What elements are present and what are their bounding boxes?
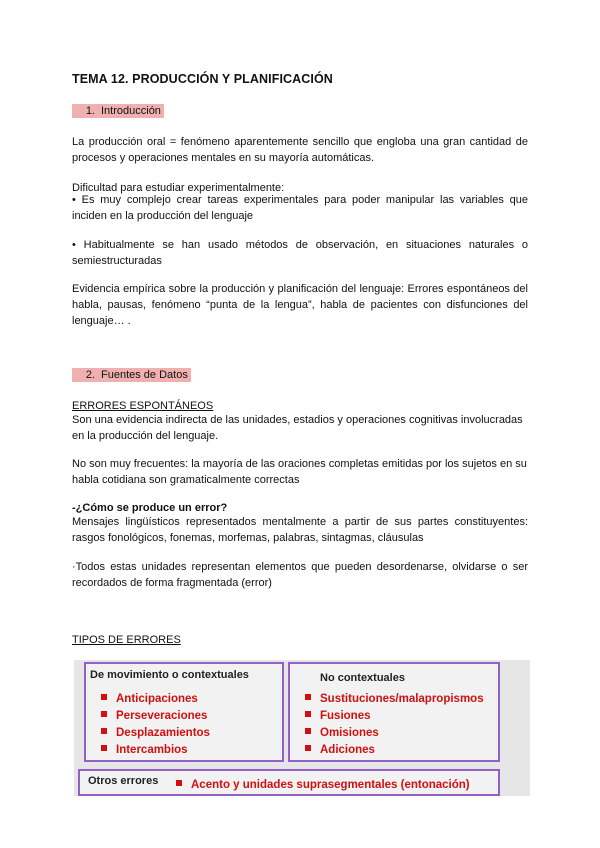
page-title: TEMA 12. PRODUCCIÓN Y PLANIFICACIÓN: [72, 72, 333, 86]
other-errors-box: [78, 769, 500, 796]
bullet-icon: [101, 745, 107, 751]
bullet-icon: [101, 711, 107, 717]
errores-paragraph: Son una evidencia indirecta de las unidades, estadios y operaciones cognitivas involucradas en la producción del lenguaje.: [72, 414, 523, 442]
bullet-icon: [101, 728, 107, 734]
section-1-number: 1.: [85, 105, 95, 117]
evidence-paragraph: Evidencia empírica sobre la producción y planificación del lenguaje: Errores espontáneos del habla, pausas, fenómeno “punta de la lengua”, habla de pacientes con disfunciones del lenguaje… .: [72, 283, 528, 327]
list-item: Anticipaciones: [101, 689, 210, 706]
bullet-icon: [305, 694, 311, 700]
list-item: Perseveraciones: [101, 706, 210, 723]
errores-subheading: ERRORES ESPONTÁNEOS: [72, 400, 214, 412]
difficulty-lead: Dificultad para estudiar experimentalmente:: [72, 182, 285, 194]
list-item: Omisiones: [305, 723, 484, 740]
section-2-label: Fuentes de Datos: [101, 369, 188, 381]
list-item: Sustituciones/malapropismos: [305, 689, 484, 706]
units-paragraph: ·Todos estas unidades representan elementos que pueden desordenarse, olvidarse o ser recordados de forma fragmentada (error): [72, 561, 528, 589]
list-item: Adiciones: [305, 740, 484, 757]
non-contextual-errors-title: No contextuales: [320, 672, 405, 684]
section-2-heading: [72, 369, 191, 381]
section-1-heading: [72, 105, 164, 117]
bullet-icon: [305, 728, 311, 734]
non-contextual-errors-box: [288, 662, 500, 762]
section-1-label: Introducción: [101, 105, 161, 117]
non-contextual-errors-list: [305, 689, 484, 757]
difficulty-bullet: • Es muy complejo crear tareas experimentales para poder manipular las variables que inciden en la producción del lenguaje: [72, 194, 528, 222]
bullet-icon: [101, 694, 107, 700]
contextual-errors-box: [84, 662, 284, 762]
contextual-errors-list: [101, 689, 210, 757]
other-errors-item: Acento y unidades suprasegmentales (entonación): [176, 775, 470, 793]
bullet-icon: [176, 780, 182, 786]
types-heading: TIPOS DE ERRORES: [72, 634, 181, 646]
intro-paragraph: La producción oral = fenómeno aparentemente sencillo que engloba una gran cantidad de procesos y operaciones mentales en su mayoría automáticas.: [72, 136, 528, 164]
section-2-number: 2.: [85, 369, 95, 381]
observation-bullet: • Habitualmente se han usado métodos de observación, en situaciones naturales o semiestructuradas: [72, 239, 528, 267]
question-heading: -¿Cómo se produce un error?: [72, 502, 228, 514]
list-item: Intercambios: [101, 740, 210, 757]
bullet-icon: [305, 711, 311, 717]
frequency-paragraph: No son muy frecuentes: la mayoría de las oraciones completas emitidas por los sujetos en su habla cotidiana son gramaticalmente correctas: [72, 458, 527, 486]
contextual-errors-title: De movimiento o contextuales: [90, 669, 249, 681]
list-item: Desplazamientos: [101, 723, 210, 740]
list-item: Fusiones: [305, 706, 484, 723]
bullet-icon: [305, 745, 311, 751]
other-errors-title: Otros errores: [88, 775, 159, 787]
messages-paragraph: Mensajes lingüísticos representados mentalmente a partir de sus partes constituyentes: rasgos fonológicos, fonemas, morfemas, palabras, sintagmas, cláusulas: [72, 516, 528, 544]
